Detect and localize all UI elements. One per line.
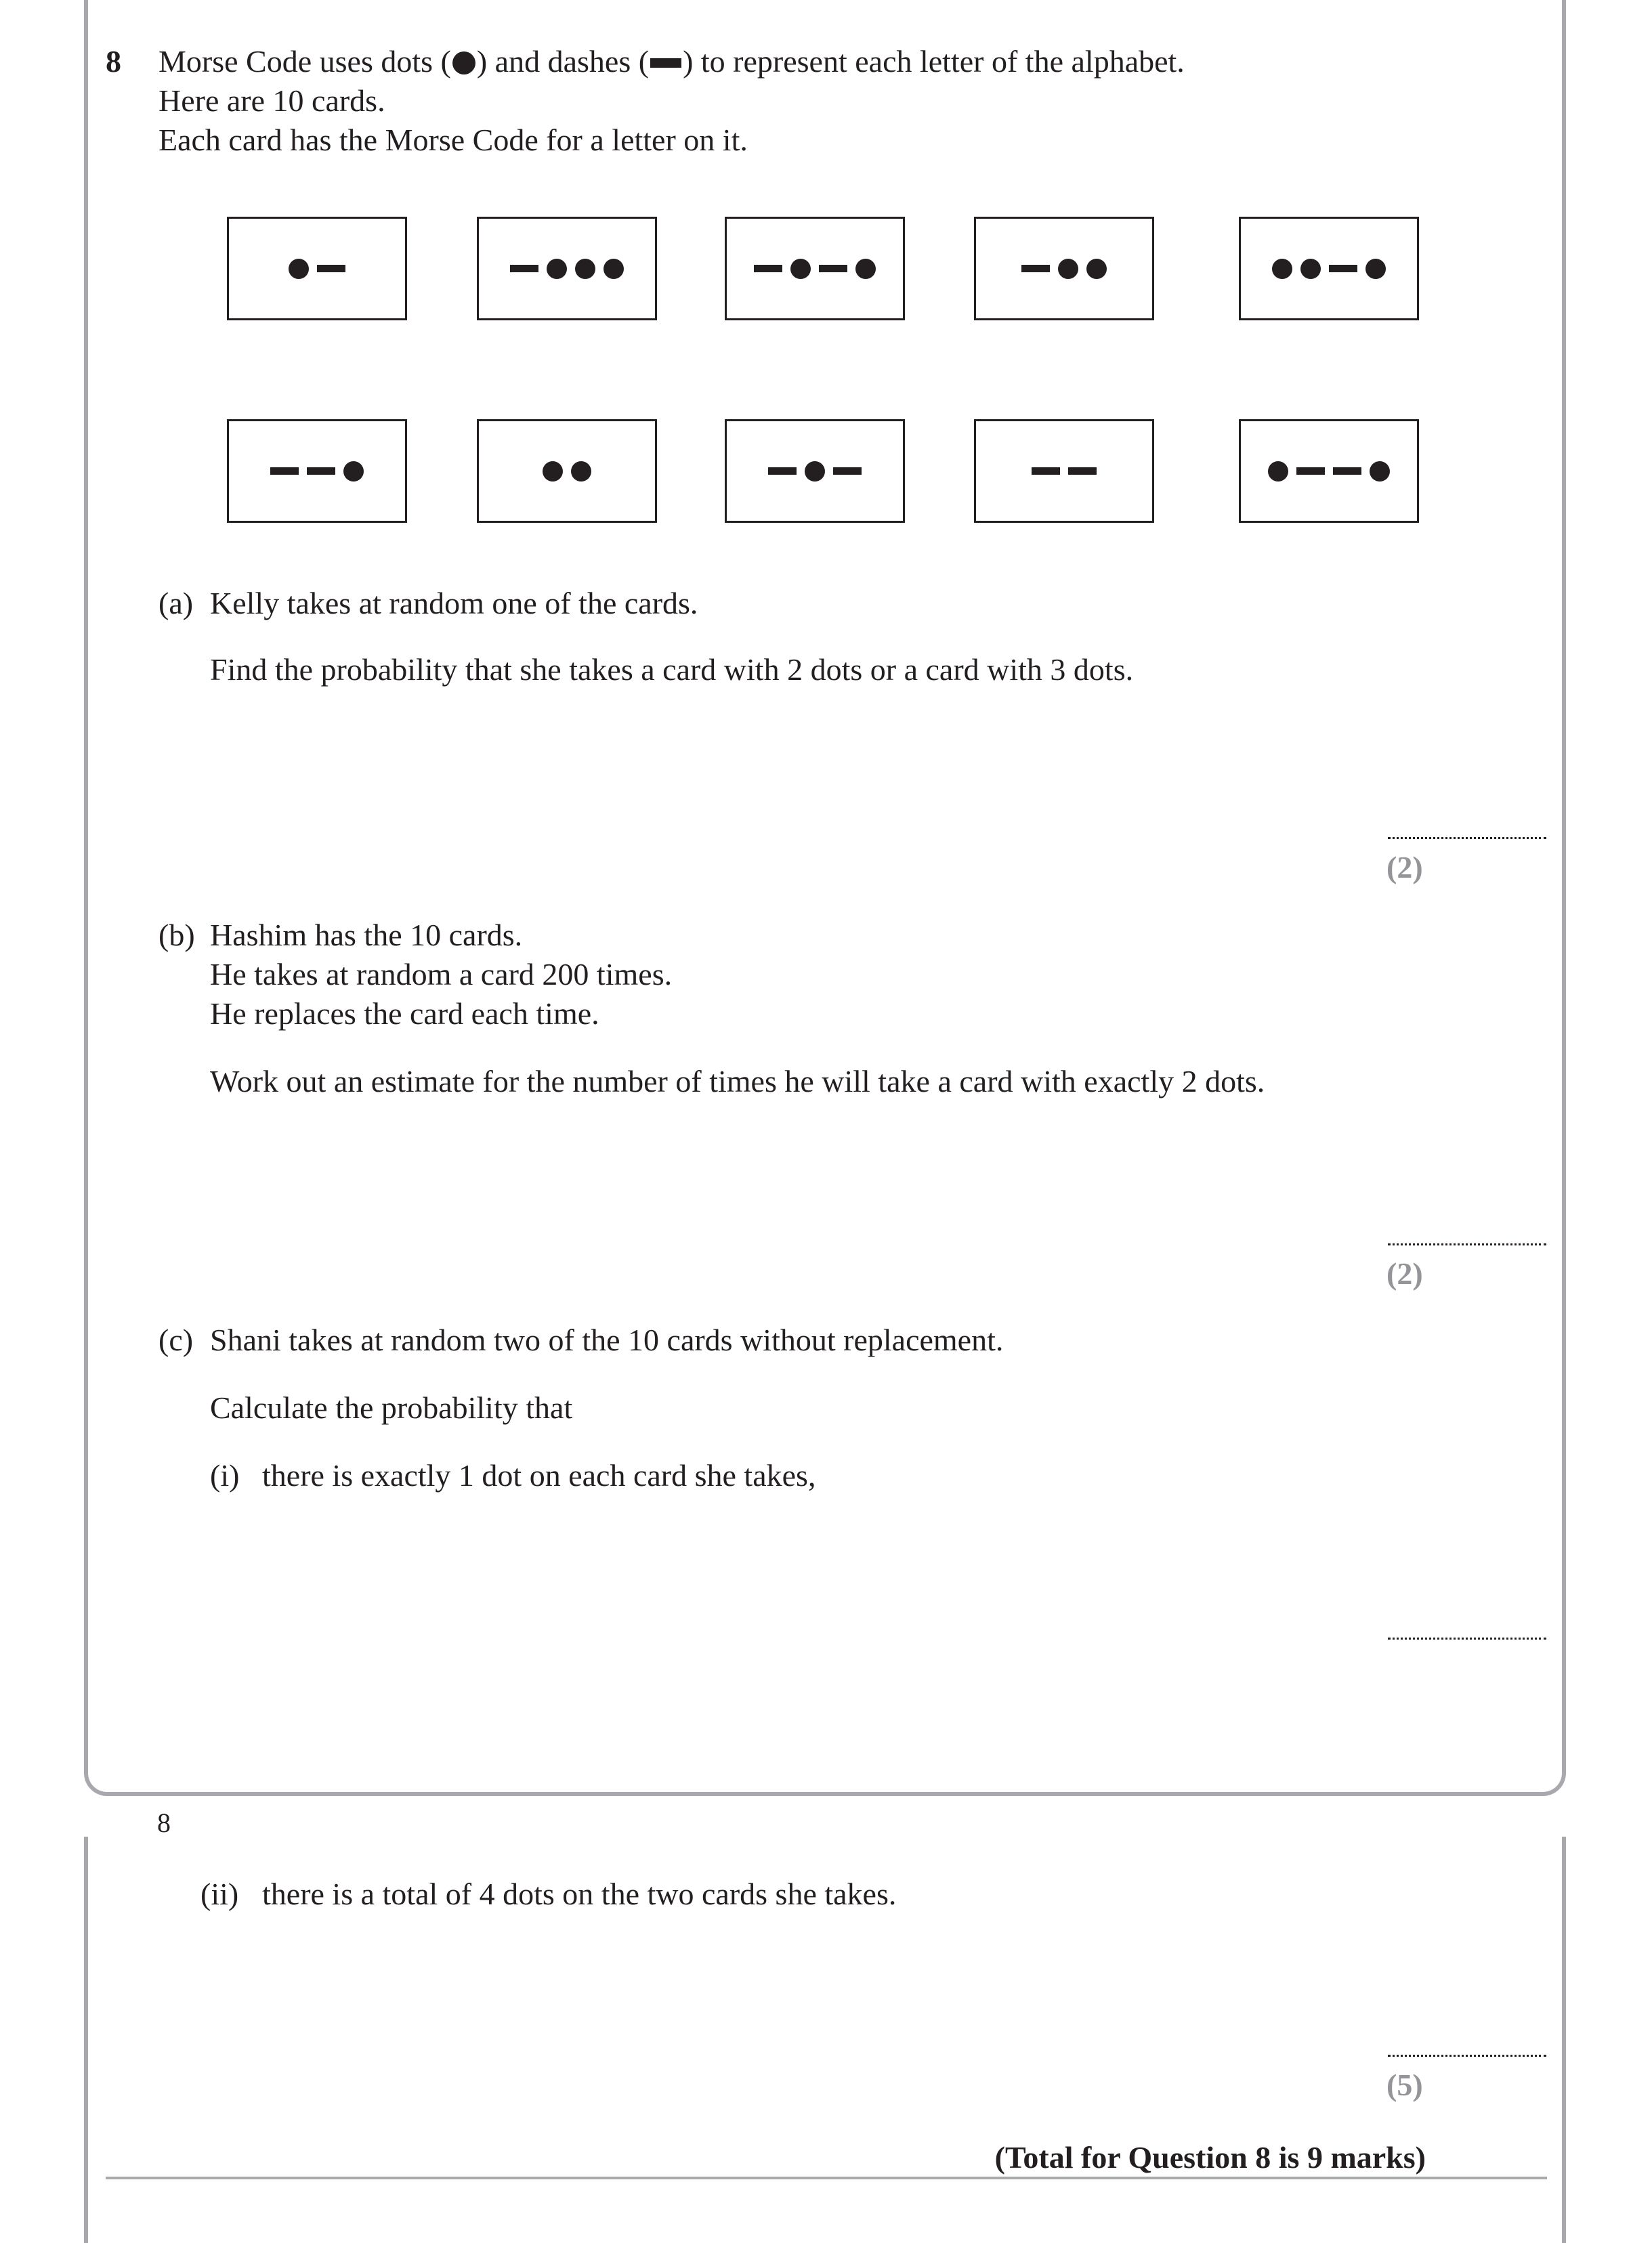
morse-card [1239,419,1419,523]
part-c-marks: (5) [1386,2068,1423,2102]
part-a-line-2: Find the probability that she takes a card with 2 dots or a card with 3 dots. [210,652,1134,687]
part-c-line-1: Shani takes at random two of the 10 cards without replacement. [210,1323,1004,1357]
part-b-line-2: He takes at random a card 200 times. [210,957,673,991]
dash-icon [754,265,782,272]
part-c-i-text: there is exactly 1 dot on each card she takes, [262,1458,816,1493]
intro-text-part-2: ) and dashes ( [476,44,650,79]
part-c-label: (c) [158,1323,194,1357]
dot-icon [855,259,876,279]
dash-icon [768,467,797,475]
part-c-i-label: (i) [210,1458,240,1493]
dot-icon [1272,259,1292,279]
part-a-line-1: Kelly takes at random one of the cards. [210,586,698,620]
dot-icon [1086,259,1107,279]
dot-icon [1370,461,1390,482]
part-b-line-3: He replaces the card each time. [210,996,599,1031]
morse-card [974,217,1154,320]
morse-card [1239,217,1419,320]
morse-card [227,419,407,523]
dash-icon [270,467,299,475]
part-b-line-4: Work out an estimate for the number of times he will take a card with exactly 2 dots. [210,1064,1265,1098]
intro-text-part-3: ) to represent each letter of the alphabet. [683,44,1185,79]
morse-card [725,217,905,320]
part-c-ii-label: (ii) [200,1877,239,1911]
dash-icon [307,467,335,475]
dash-icon [1329,265,1357,272]
question-intro-line-2: Here are 10 cards. [158,83,385,118]
dash-icon [1021,265,1050,272]
part-c-line-2: Calculate the probability that [210,1390,573,1425]
dot-icon [805,461,825,482]
dash-icon [833,467,862,475]
morse-card [725,419,905,523]
dot-symbol-icon [452,51,475,74]
question-total: (Total for Question 8 is 9 marks) [994,2140,1426,2175]
part-c-ii-answer-line[interactable] [1388,2055,1546,2057]
part-b-answer-line[interactable] [1388,1243,1546,1245]
dash-icon [819,265,847,272]
dash-icon [1333,467,1361,475]
question-number: 8 [106,44,121,79]
dot-icon [575,259,595,279]
intro-text-part-1: Morse Code uses dots ( [158,44,451,79]
part-b-line-1: Hashim has the 10 cards. [210,918,523,952]
dot-icon [571,461,591,482]
part-c-i-answer-line[interactable] [1388,1638,1546,1640]
dot-icon [1268,461,1288,482]
morse-card [227,217,407,320]
part-c-ii-text: there is a total of 4 dots on the two cards she takes. [262,1877,897,1911]
dot-icon [289,259,309,279]
part-a-answer-line[interactable] [1388,837,1546,839]
dash-icon [1068,467,1097,475]
dot-icon [543,461,563,482]
morse-card [477,419,657,523]
dot-icon [1365,259,1386,279]
morse-card [477,217,657,320]
question-intro-line-3: Each card has the Morse Code for a letter on it. [158,123,748,157]
dot-icon [1300,259,1321,279]
part-a-marks: (2) [1386,850,1423,884]
bottom-divider [106,2177,1547,2179]
dot-icon [343,461,364,482]
part-b-marks: (2) [1386,1256,1423,1291]
question-intro-line-1 [158,42,1185,81]
part-a-label: (a) [158,586,194,620]
dot-icon [547,259,567,279]
dash-icon [1296,467,1325,475]
dot-icon [603,259,624,279]
dot-icon [1058,259,1078,279]
dash-icon [317,265,345,272]
dot-icon [790,259,811,279]
dash-icon [510,265,538,272]
part-b-label: (b) [158,918,195,952]
page-number-fragment: 8 [157,1808,171,1838]
dash-symbol-icon [650,58,681,68]
dash-icon [1032,467,1060,475]
morse-card [974,419,1154,523]
